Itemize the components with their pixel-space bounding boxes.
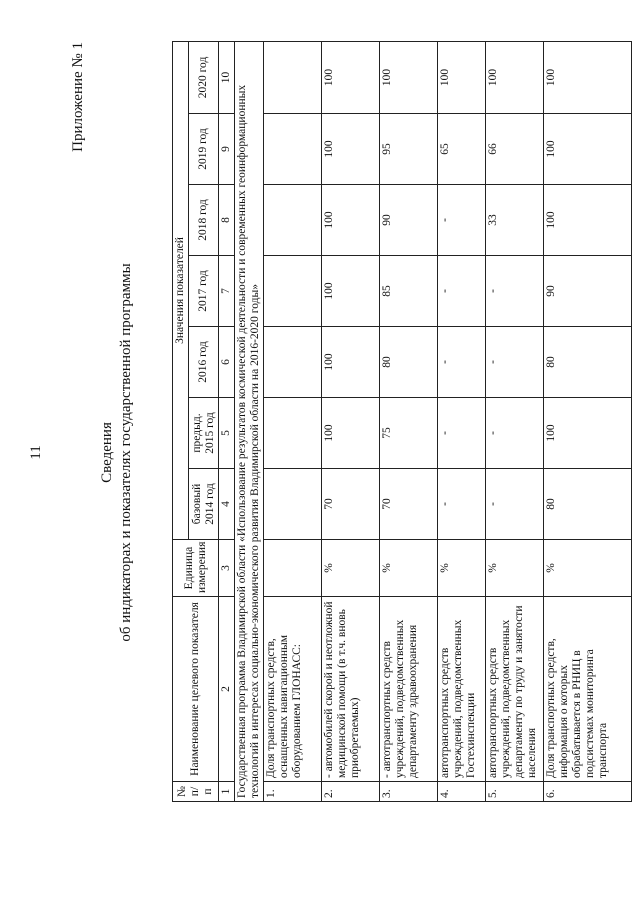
row-name: Доля транспортных средств, информация о которых обрабатывается в РНИЦ в подсистемах мониторинга транспорта	[544, 597, 632, 782]
row-value: 100	[322, 114, 380, 185]
row-unit: %	[380, 540, 438, 597]
row-name: - автотранспортных средств учреждений, подведомственных департаменту здравоохранения	[380, 597, 438, 782]
row-value: 100	[322, 327, 380, 398]
header-year: 2018 год	[189, 185, 219, 256]
row-unit: %	[438, 540, 486, 597]
row-value: -	[438, 398, 486, 469]
row-unit: %	[544, 540, 632, 597]
column-number: 4	[219, 469, 235, 540]
header-year: 2016 год	[189, 327, 219, 398]
row-value: -	[438, 256, 486, 327]
header-unit: Единица измерения	[173, 540, 219, 597]
column-number: 2	[219, 597, 235, 782]
row-value: 85	[380, 256, 438, 327]
row-number: 6.	[544, 782, 632, 802]
column-number: 7	[219, 256, 235, 327]
column-number: 9	[219, 114, 235, 185]
header-year: 2019 год	[189, 114, 219, 185]
column-number: 10	[219, 41, 235, 113]
row-value: 80	[544, 327, 632, 398]
row-value: 95	[380, 114, 438, 185]
row-value: -	[486, 256, 544, 327]
title-line-2: об индикаторах и показателях государственной программы	[118, 263, 134, 642]
row-value: 66	[486, 114, 544, 185]
row-value: -	[438, 185, 486, 256]
page-number: 11	[28, 445, 44, 460]
row-value: 65	[438, 114, 486, 185]
row-value	[264, 114, 322, 185]
row-number: 2.	[322, 782, 380, 802]
row-value: 80	[544, 469, 632, 540]
row-unit: %	[486, 540, 544, 597]
program-row	[235, 41, 264, 801]
table-row	[486, 41, 544, 801]
header-year: предыд. 2015 год	[189, 398, 219, 469]
row-value	[264, 469, 322, 540]
row-value: 75	[380, 398, 438, 469]
table-row	[322, 41, 380, 801]
row-name: автотранспортных средств учреждений, подведомственных департаменту по труду и занятости населения	[486, 597, 544, 782]
row-unit: %	[322, 540, 380, 597]
row-name: Доля транспортных средств, оснащенных навигационным оборудованием ГЛОНАСС:	[264, 597, 322, 782]
row-value: -	[438, 327, 486, 398]
column-numbers-row	[219, 41, 235, 801]
row-value: 100	[380, 41, 438, 113]
program-name: Государственная программа Владимирской области «Использование результатов космической деятельности и современных геоинформационных технологий в интересах социально-экономического развития Владимирской области на 2016-2020 годы»	[235, 41, 264, 801]
document-title	[98, 0, 136, 905]
indicator-rows	[264, 41, 632, 801]
header-year: 2017 год	[189, 256, 219, 327]
header-year: 2020 год	[189, 41, 219, 113]
column-number: 5	[219, 398, 235, 469]
row-value: -	[486, 469, 544, 540]
row-name: - автомобилей скорой и неотложной медицинской помощи (в т.ч. вновь приобретаемых)	[322, 597, 380, 782]
row-value: -	[438, 469, 486, 540]
row-value: 100	[544, 114, 632, 185]
row-value: 100	[322, 398, 380, 469]
row-value: 80	[380, 327, 438, 398]
row-value	[264, 256, 322, 327]
table-row	[264, 41, 322, 801]
column-number: 1	[219, 782, 235, 802]
row-value: 90	[380, 185, 438, 256]
header-values-group: Значения показателей	[173, 41, 189, 539]
row-value	[264, 41, 322, 113]
title-line-1: Сведения	[99, 422, 115, 483]
row-value: 100	[438, 41, 486, 113]
row-value: 100	[322, 41, 380, 113]
row-value: 100	[322, 185, 380, 256]
row-value: 100	[544, 185, 632, 256]
column-number: 6	[219, 327, 235, 398]
row-number: 1.	[264, 782, 322, 802]
row-number: 5.	[486, 782, 544, 802]
row-number: 4.	[438, 782, 486, 802]
row-value: 70	[380, 469, 438, 540]
row-value: 70	[322, 469, 380, 540]
header-year: базовый 2014 год	[189, 469, 219, 540]
column-number: 8	[219, 185, 235, 256]
header-name: Наименование целевого показателя	[173, 597, 219, 782]
table-row	[544, 41, 632, 801]
row-value: 100	[544, 41, 632, 113]
row-value	[264, 185, 322, 256]
row-value: 100	[544, 398, 632, 469]
row-number: 3.	[380, 782, 438, 802]
row-value	[264, 327, 322, 398]
row-value: 90	[544, 256, 632, 327]
row-value: 100	[322, 256, 380, 327]
row-value: 33	[486, 185, 544, 256]
table-row	[438, 41, 486, 801]
column-number: 3	[219, 540, 235, 597]
row-value	[264, 398, 322, 469]
row-name: автотранспортных средств учреждений, подведомственных Гостехинспекции	[438, 597, 486, 782]
row-value: -	[486, 398, 544, 469]
header-num: № п/п	[173, 782, 219, 802]
row-unit	[264, 540, 322, 597]
row-value: -	[486, 327, 544, 398]
row-value: 100	[486, 41, 544, 113]
indicators-table	[172, 41, 632, 802]
appendix-label: Приложение № 1	[70, 42, 86, 152]
table-row	[380, 41, 438, 801]
